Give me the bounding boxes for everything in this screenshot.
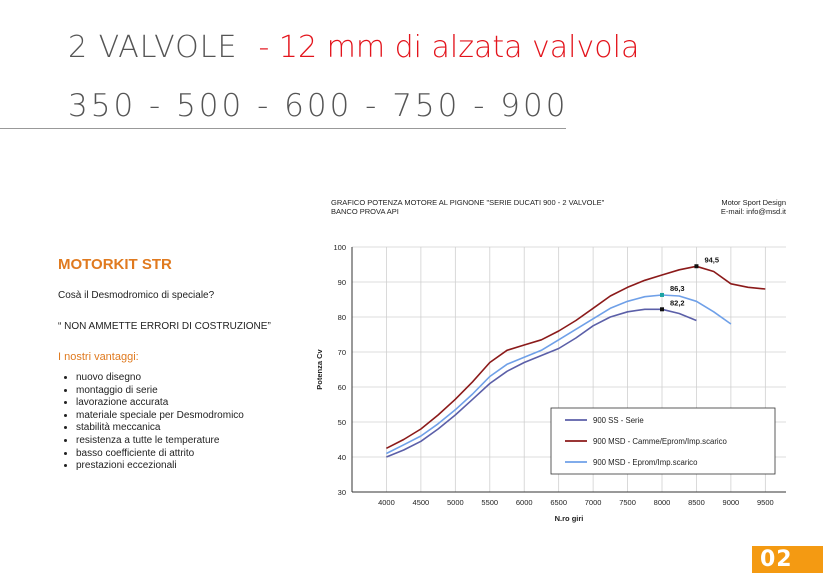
x-tick-label: 6000 <box>515 498 533 507</box>
peak-marker <box>694 264 698 268</box>
y-tick-label: 50 <box>337 418 346 427</box>
title-main: 2 VALVOLE <box>68 30 238 65</box>
x-axis-label: N.ro giri <box>554 514 584 523</box>
chart-title-line1: GRAFICO POTENZA MOTORE AL PIGNONE "SERIE DUCATI 900 - 2 VALVOLE" <box>331 198 605 207</box>
x-tick-label: 9500 <box>756 498 774 507</box>
list-item: • montaggio di serie <box>76 385 244 398</box>
x-tick-label: 5000 <box>446 498 464 507</box>
y-tick-label: 100 <box>333 243 346 252</box>
x-tick-label: 7500 <box>619 498 636 507</box>
list-item: • stabilità meccanica <box>76 422 244 435</box>
peak-marker <box>660 307 664 311</box>
x-tick-label: 6500 <box>550 498 568 507</box>
x-tick-label: 4500 <box>412 498 430 507</box>
y-tick-label: 90 <box>337 278 346 287</box>
x-tick-label: 8500 <box>688 498 705 507</box>
list-item: • prestazioni eccezionali <box>76 460 244 473</box>
y-axis-label: Potenza Cv <box>315 349 324 390</box>
peak-label: 86,3 <box>670 283 685 293</box>
page-number: 02 <box>760 547 793 572</box>
legend-label: 900 MSD - Camme/Eprom/Imp.scarico <box>593 437 727 446</box>
y-tick-label: 30 <box>337 488 346 497</box>
peak-label: 82,2 <box>670 298 685 308</box>
x-tick-label: 9000 <box>722 498 740 507</box>
list-item: • materiale speciale per Desmodromico <box>76 410 244 423</box>
question-text: Cosà il Desmodromico di speciale? <box>58 290 215 301</box>
list-item: • basso coefficiente di attrito <box>76 448 244 461</box>
x-tick-label: 5500 <box>481 498 499 507</box>
quote-text: “ NON AMMETTE ERRORI DI COSTRUZIONE” <box>58 321 271 332</box>
x-tick-label: 8000 <box>653 498 671 507</box>
x-tick-label: 4000 <box>378 498 395 507</box>
credit-line1: Motor Sport Design <box>721 198 786 207</box>
x-tick-label: 7000 <box>584 498 602 507</box>
kit-title: MOTORKIT STR <box>58 256 172 273</box>
list-item: • nuovo disegno <box>76 372 244 385</box>
list-item: • lavorazione accurata <box>76 397 244 410</box>
peak-label: 94,5 <box>704 255 720 265</box>
y-tick-label: 70 <box>337 348 346 357</box>
y-tick-label: 60 <box>337 383 346 392</box>
y-tick-label: 80 <box>337 313 346 322</box>
advantages-title: I nostri vantaggi: <box>58 351 139 363</box>
chart-title-line2: BANCO PROVA API <box>331 207 399 216</box>
y-tick-label: 40 <box>337 453 346 462</box>
list-item: • resistenza a tutte le temperature <box>76 435 244 448</box>
displacements-title: 350 - 500 - 600 - 750 - 900 <box>68 88 569 124</box>
legend-label: 900 MSD - Eprom/Imp.scarico <box>593 458 698 467</box>
title-highlight: - 12 mm di alzata valvola <box>258 30 640 65</box>
legend-label: 900 SS - Serie <box>593 416 644 425</box>
peak-marker <box>660 293 664 297</box>
credit-line2: E-mail: info@msd.it <box>720 207 786 216</box>
